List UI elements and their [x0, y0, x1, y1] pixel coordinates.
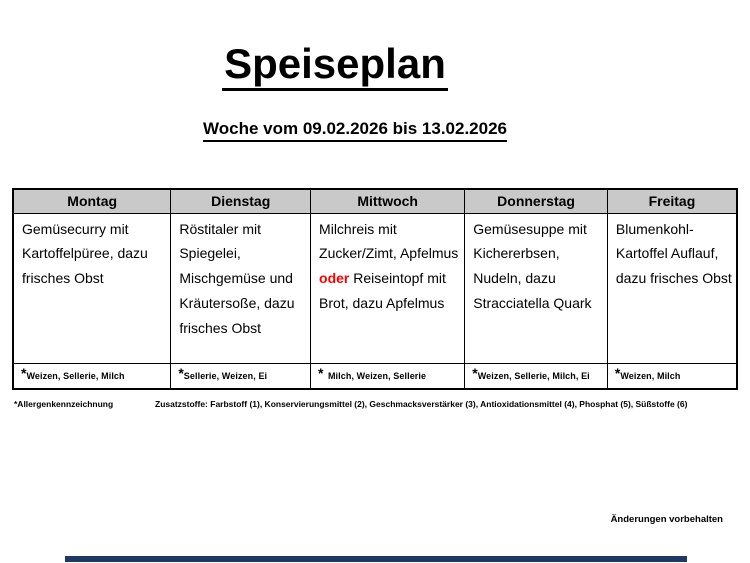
asterisk-marker: * [21, 364, 27, 381]
meal-cell-donnerstag [465, 213, 608, 363]
asterisk-marker: * [472, 364, 478, 381]
meal-text: Gemüsesuppe mit Kichererbsen, Nudeln, dazu Stracciatella Quark [473, 220, 592, 312]
footnotes [14, 399, 744, 409]
week-range-subtitle: Woche vom 09.02.2026 bis 13.02.2026 [203, 119, 507, 142]
footer-divider-bar [65, 556, 687, 562]
meal-cell-mittwoch [311, 213, 465, 363]
changes-reserved-note: Änderungen vorbehalten [610, 514, 723, 525]
day-header-donnerstag: Donnerstag [465, 189, 608, 213]
meal-cell-freitag [607, 213, 737, 363]
allergen-list: Milch, Weizen, Sellerie [327, 370, 427, 381]
day-header-row [13, 189, 737, 213]
meal-text: Röstitaler mit Spiegelei, Mischgemüse und Kräutersoße, dazu frisches Obst [179, 220, 295, 337]
asterisk-marker: * [318, 364, 324, 381]
allergen-footnote: *Allergenkennzeichnung [14, 399, 114, 409]
day-header-montag: Montag [13, 189, 171, 213]
allergens-cell-donnerstag [465, 363, 608, 389]
allergens-cell-dienstag [171, 363, 311, 389]
allergen-list: Sellerie, Weizen, Ei [183, 370, 268, 381]
day-header-freitag: Freitag [607, 189, 737, 213]
page-title: Speiseplan [222, 42, 448, 91]
allergens-row [13, 363, 737, 389]
allergen-list: Weizen, Milch [620, 370, 681, 381]
allergens-cell-mittwoch [311, 363, 465, 389]
title-container [0, 0, 750, 91]
subtitle-container [0, 119, 750, 142]
asterisk-marker: * [178, 364, 184, 381]
meal-text: Gemüsecurry mit Kartoffelpüree, dazu frisches Obst [22, 220, 148, 287]
meal-cell-dienstag [171, 213, 311, 363]
allergen-list: Weizen, Sellerie, Milch [26, 370, 125, 381]
allergens-cell-montag [13, 363, 171, 389]
meal-text: Blumenkohl-Kartoffel Auflauf, dazu frisches Obst [615, 220, 732, 287]
additives-footnote: Zusatzstoffe: Farbstoff (1), Konservierungsmittel (2), Geschmacksverstärker (3), Antioxidationsmittel (4), Phosphat (5), Süßstoffe (6) [155, 399, 688, 409]
meals-row [13, 213, 737, 363]
meal-highlight-oder: oder [319, 270, 350, 287]
allergens-cell-freitag [607, 363, 737, 389]
day-header-dienstag: Dienstag [171, 189, 311, 213]
meal-text: Milchreis mit Zucker/Zimt, Apfelmus [319, 220, 459, 262]
menu-table [12, 188, 738, 390]
asterisk-marker: * [614, 364, 621, 381]
allergen-list: Weizen, Sellerie, Milch, Ei [477, 370, 590, 381]
meal-cell-montag [13, 213, 171, 363]
meal-text: Reiseintopf mit Brot, dazu Apfelmus [319, 270, 446, 312]
day-header-mittwoch: Mittwoch [311, 189, 465, 213]
